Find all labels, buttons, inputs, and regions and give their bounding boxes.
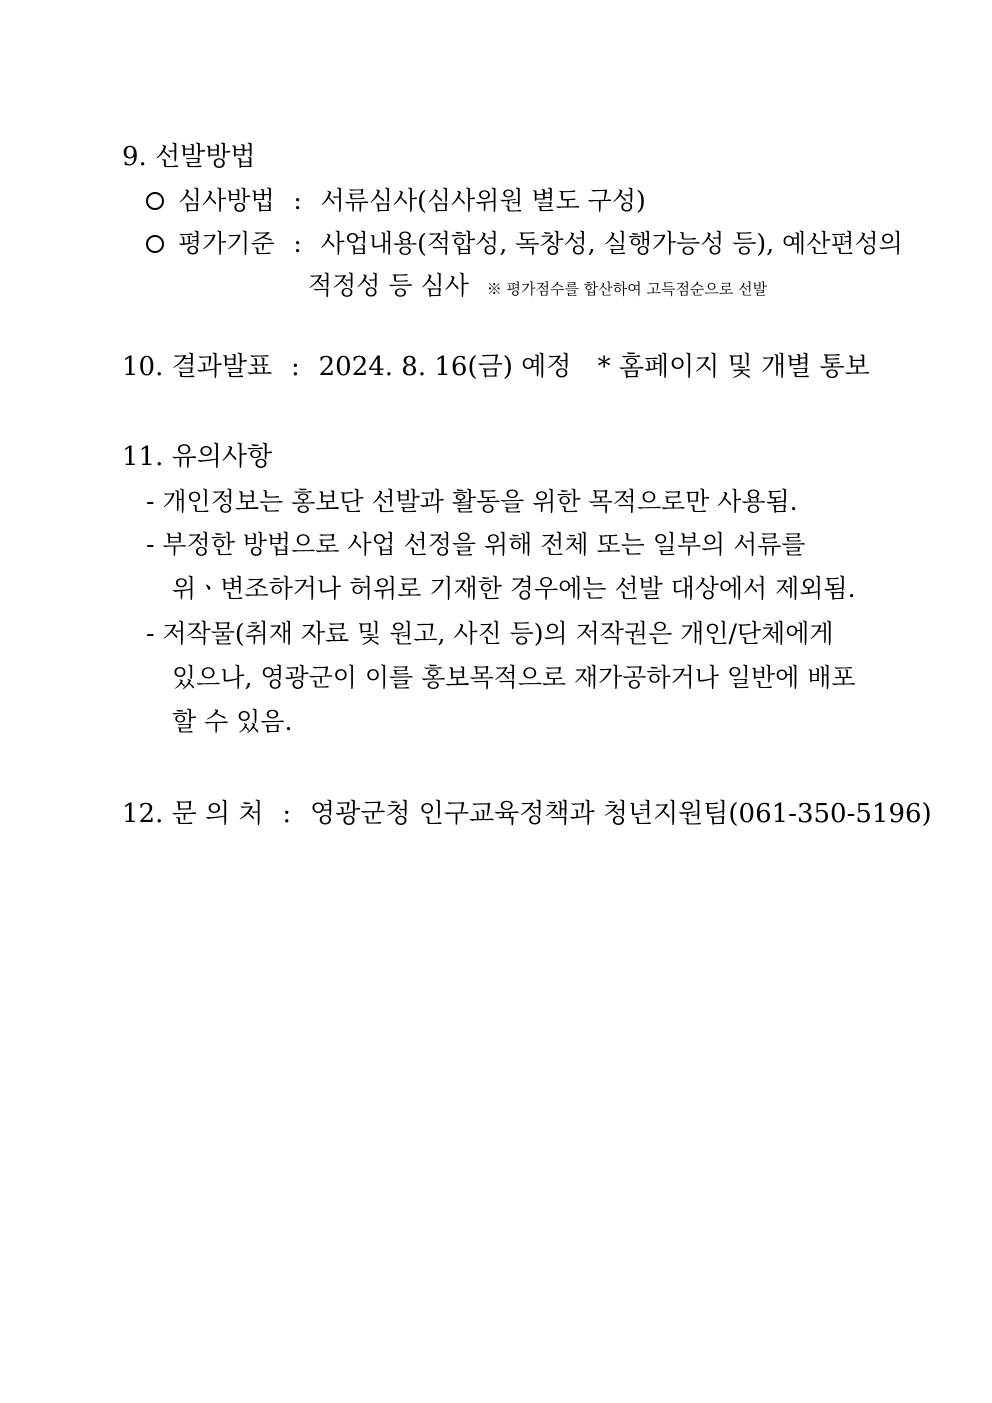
section-10-text: 2024. 8. 16(금) 예정 [318,352,572,382]
section-11-heading: 11. 유의사항 [122,442,273,472]
section-12-separator: : [282,799,292,829]
section-10-separator: : [290,352,300,382]
section-11-bullet-1-line-1: - 개인정보는 홍보단 선발과 활동을 위한 목적으로만 사용됨. [146,487,798,516]
section-10-note: * 홈페이지 및 개별 통보 [597,352,870,382]
section-9-item-criteria-continued [308,273,767,298]
section-11-bullet-3-line-3: 할 수 있음. [172,707,293,736]
section-10-row [122,354,870,380]
section-9-item-review-method [146,188,646,213]
item-separator: : [293,229,302,258]
item-text: 사업내용(적합성, 독창성, 실행가능성 등), 예산편성의 [320,229,903,258]
circle-bullet-icon [146,192,164,210]
section-12-row [122,801,932,827]
section-10-heading: 10. 결과발표 [122,352,273,382]
item-text: 서류심사(심사위원 별도 구성) [320,186,646,215]
circle-bullet-icon [146,235,164,253]
item-label: 평가기준 [178,229,275,258]
item-text-continued: 적정성 등 심사 [308,271,469,300]
section-12-heading: 12. 문 의 처 [122,799,264,829]
section-11-bullet-3-line-2: 있으나, 영광군이 이를 홍보목적으로 재가공하거나 일반에 배포 [172,663,856,692]
item-label: 심사방법 [178,186,275,215]
section-9-heading: 9. 선발방법 [122,142,256,172]
section-9-item-criteria [146,231,903,256]
section-11-bullet-3-line-1: - 저작물(취재 자료 및 원고, 사진 등)의 저작권은 개인/단체에게 [146,619,834,648]
item-separator: : [293,186,302,215]
item-note: ※ 평가점수를 합산하여 고득점순으로 선발 [486,280,768,298]
section-11-bullet-2-line-1: - 부정한 방법으로 사업 선정을 위해 전체 또는 일부의 서류를 [146,530,806,559]
section-11-bullet-2-line-2: 위ㆍ변조하거나 허위로 기재한 경우에는 선발 대상에서 제외됨. [172,574,856,603]
section-12-text: 영광군청 인구교육정책과 청년지원팀(061-350-5196) [310,799,932,829]
